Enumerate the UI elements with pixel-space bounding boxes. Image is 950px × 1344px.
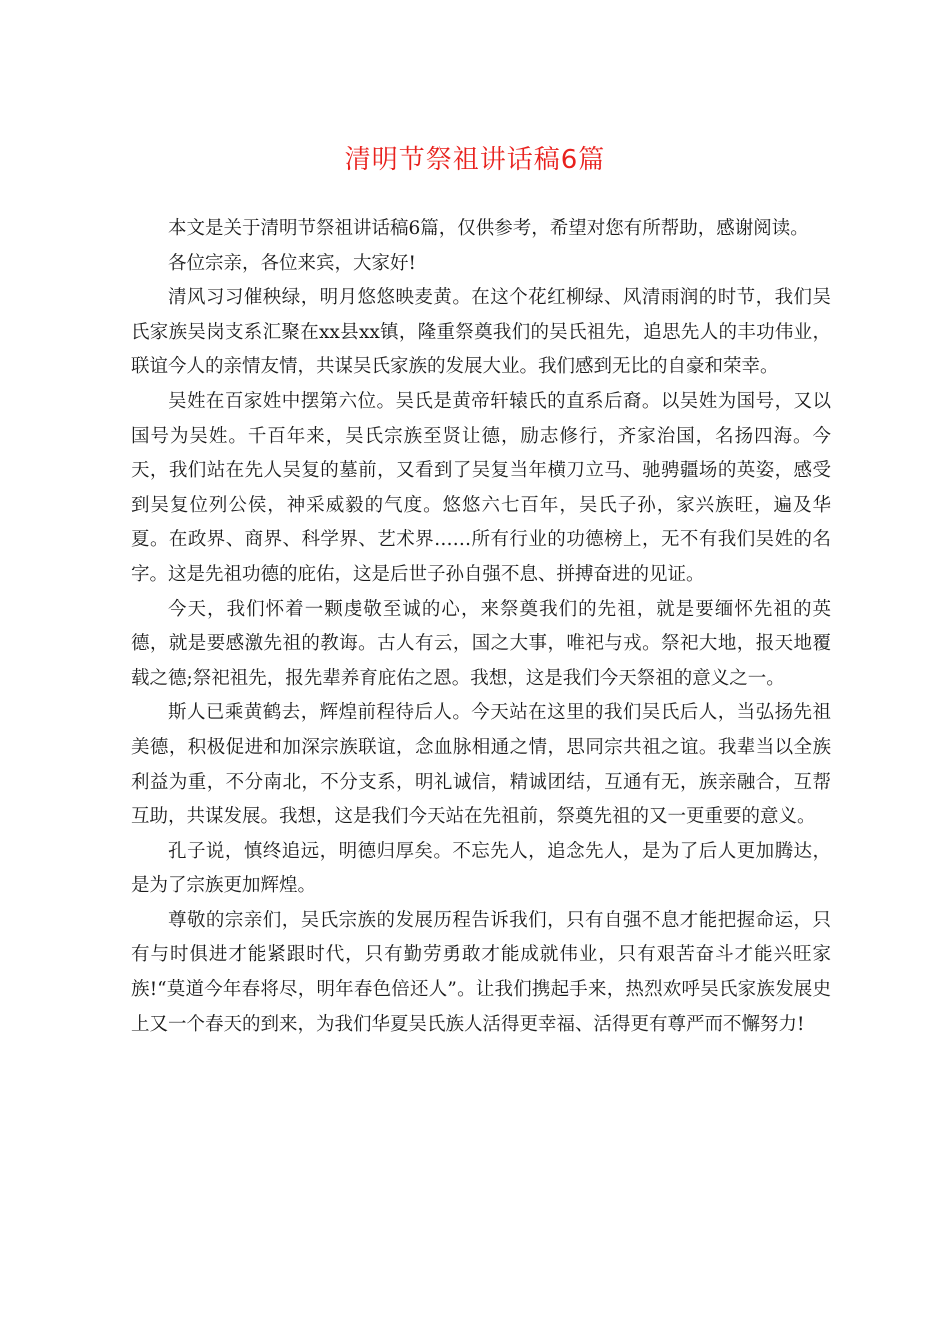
paragraph-intro: 本文是关于清明节祭祖讲话稿6篇，仅供参考，希望对您有所帮助，感谢阅读。 [168, 218, 809, 239]
paragraph: 今天，我们怀着一颗虔敬至诚的心，来祭奠我们的先祖，就是要缅怀先祖的英德，就是要感激先祖的教诲。古人有云，国之大事，唯祀与戎。祭祀大地，报天地覆载之德;祭祀祖先，报先辈养育庇佑之恩。我想，这是我们今天祭祖的意义之一。 [131, 598, 831, 689]
paragraph-greeting: 各位宗亲，各位来宾，大家好! [168, 252, 416, 274]
document-body [131, 212, 831, 1042]
paragraph: 孔子说，慎终追远，明德归厚矣。不忘先人，追念先人，是为了后人更加腾达，是为了宗族更加辉煌。 [131, 840, 831, 897]
paragraph: 尊敬的宗亲们，吴氏宗族的发展历程告诉我们，只有自强不息才能把握命运，只有与时俱进才能紧跟时代，只有勤劳勇敢才能成就伟业，只有艰苦奋斗才能兴旺家族!“莫道今年春将尽，明年春色倍还人”。让我们携起手来，热烈欢呼吴氏家族发展史上又一个春天的到来，为我们华夏吴氏族人活得更幸福、活得更有尊严而不懈努力! [131, 909, 831, 1035]
paragraph: 斯人已乘黄鹤去，辉煌前程待后人。今天站在这里的我们吴氏后人，当弘扬先祖美德，积极促进和加深宗族联谊，念血脉相通之情，思同宗共祖之谊。我辈当以全族利益为重，不分南北，不分支系，明礼诚信，精诚团结，互通有无，族亲融合，互帮互助，共谋发展。我想，这是我们今天站在先祖前，祭奠先祖的又一更重要的意义。 [131, 702, 831, 828]
paragraph: 吴姓在百家姓中摆第六位。吴氏是黄帝轩辕氏的直系后裔。以吴姓为国号，又以国号为吴姓。千百年来，吴氏宗族至贤让德，励志修行，齐家治国，名扬四海。今天，我们站在先人吴复的墓前，又看到了吴复当年横刀立马、驰骋疆场的英姿，感受到吴复位列公侯，神采威毅的气度。悠悠六七百年，吴氏子孙，家兴族旺，遍及华夏。在政界、商界、科学界、艺术界……所有行业的功德榜上，无不有我们吴姓的名字。这是先祖功德的庇佑，这是后世子孙自强不息、拼搏奋进的见证。 [131, 390, 831, 585]
paragraph: 清风习习催秧绿，明月悠悠映麦黄。在这个花红柳绿、风清雨润的时节，我们吴氏家族吴岗支系汇聚在xx县xx镇，隆重祭奠我们的吴氏祖先，追思先人的丰功伟业，联谊今人的亲情友情，共谋吴氏家族的发展大业。我们感到无比的自豪和荣幸。 [131, 287, 831, 378]
document-title: 清明节祭祖讲话稿6篇 [344, 145, 606, 175]
